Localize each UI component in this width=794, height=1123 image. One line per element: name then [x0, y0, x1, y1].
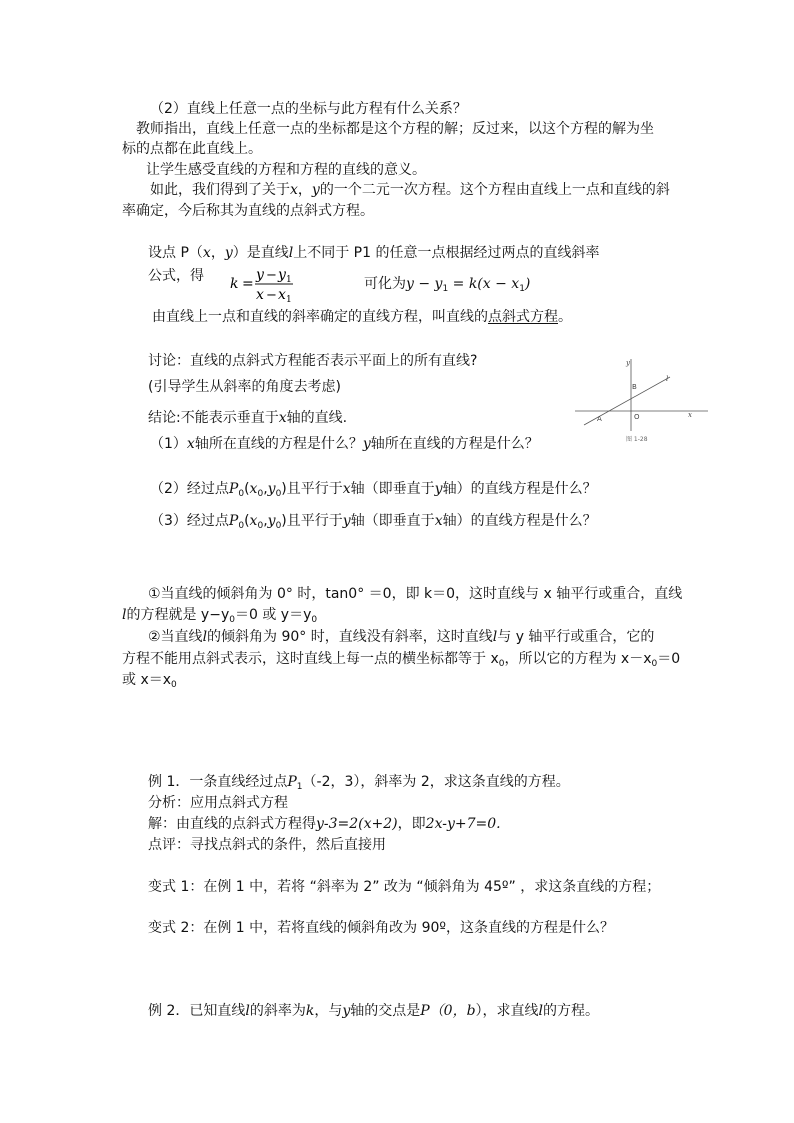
case2-line1: ②当直线l的倾斜角为 90° 时，直线没有斜率，这时直线l与 y 轴平行或重合，它的: [148, 629, 655, 645]
discussion-hint: (引导学生从斜率的角度去考虑): [148, 379, 341, 395]
point-slope-formula: 可化为$y - y_1 = k(x - x_1)$: [364, 276, 531, 294]
example1-analysis: 分析：应用点斜式方程: [148, 795, 288, 811]
formula-equals: =: [242, 276, 254, 292]
feel-note: 让学生感受直线的方程和方程的直线的意义。: [146, 162, 426, 178]
example1-comment: 点评：寻找点斜式的条件，然后直接用: [148, 837, 386, 853]
variant-2: 变式 2：在例 1 中，若将直线的倾斜角改为 90º，这条直线的方程是什么？: [148, 920, 615, 936]
result-line1: 如此，我们得到了关于x，y的一个二元一次方程。这个方程由直线上一点和直线的斜: [150, 182, 670, 198]
discussion-q1: （1）x轴所在直线的方程是什么？y轴所在直线的方程是什么？: [150, 436, 539, 452]
discussion-q2: （2）经过点$P_0(x_0,y_0)$且平行于x轴（即垂直于y轴）的直线方程是什么？: [150, 481, 597, 499]
fig-label-x: x: [688, 411, 692, 419]
fig-label-o: O: [634, 413, 640, 421]
discussion-q3: （3）经过点$P_0(x_0,y_0)$且平行于y轴（即垂直于x轴）的直线方程是什么？: [150, 513, 597, 531]
derivation-formula-label: 公式，得: [148, 268, 204, 284]
teacher-note-line1: 教师指出，直线上任意一点的坐标都是这个方程的解；反过来，以这个方程的解为坐: [136, 121, 654, 137]
example1-statement: 例 1．一条直线经过点$P_1(-2$，3），斜率为 2，求这条直线的方程。: [148, 774, 570, 792]
formula-num-y1: y: [278, 267, 286, 283]
derivation-line1: 设点 P（x，y）是直线l上不同于 P1 的任意一点根据经过两点的直线斜率: [148, 245, 600, 261]
formula-den-sub: 1: [286, 295, 292, 304]
case1-line2: l的方程就是 $y-y_0=0$ 或 $y=y_0$: [122, 607, 318, 625]
result-line2: 率确定，今后称其为直线的点斜式方程。: [122, 203, 374, 219]
formula-den-x1: x: [278, 287, 286, 303]
case1-line1: ①当直线的倾斜角为 0° 时，tan0° ＝0，即 k＝0，这时直线与 x 轴平行或重合，直线: [148, 586, 683, 602]
case2-line2: 方程不能用点斜式表示，这时直线上每一点的横坐标都等于 $x_0$，所以它的方程为 $x-x_0=0$: [122, 651, 681, 669]
definition-line: 由直线上一点和直线的斜率确定的直线方程，叫直线的点斜式方程。: [152, 309, 572, 325]
formula-num-sub: 1: [286, 275, 292, 285]
case2-line3: 或 $x=x_0$: [122, 672, 177, 690]
question-2: （2）直线上任意一点的坐标与此方程有什么关系？: [150, 101, 467, 117]
slope-fraction-formula: [226, 262, 306, 304]
discussion-conclusion: 结论:不能表示垂直于x轴的直线.: [148, 410, 348, 426]
fig-label-l: l: [666, 375, 669, 383]
fig-caption: 图 1-28: [626, 436, 648, 443]
teacher-note-line2: 标的点都在此直线上。: [122, 141, 262, 157]
example1-solution: 解：由直线的点斜式方程得y-3=2(x+2)，即2x-y+7=0.: [148, 816, 501, 832]
fig-label-y: y: [626, 359, 630, 367]
line-figure: [570, 355, 715, 445]
formula-num-minus: −: [266, 268, 277, 283]
discussion-question: 讨论：直线的点斜式方程能否表示平面上的所有直线?: [148, 353, 478, 369]
fig-label-b: B: [632, 383, 637, 391]
formula-k: k: [230, 276, 239, 292]
formula-num-y: y: [256, 267, 264, 283]
variant-1: 变式 1：在例 1 中，若将 “斜率为 2” 改为 “倾斜角为 45º” ，求这条直线的方程；: [148, 879, 661, 895]
fig-label-a: A: [597, 415, 602, 423]
formula-den-minus: −: [266, 288, 277, 303]
example2-statement: 例 2．已知直线l的斜率为k，与y轴的交点是P（0，b），求直线l的方程。: [148, 1003, 600, 1019]
formula-den-x: x: [256, 287, 264, 303]
